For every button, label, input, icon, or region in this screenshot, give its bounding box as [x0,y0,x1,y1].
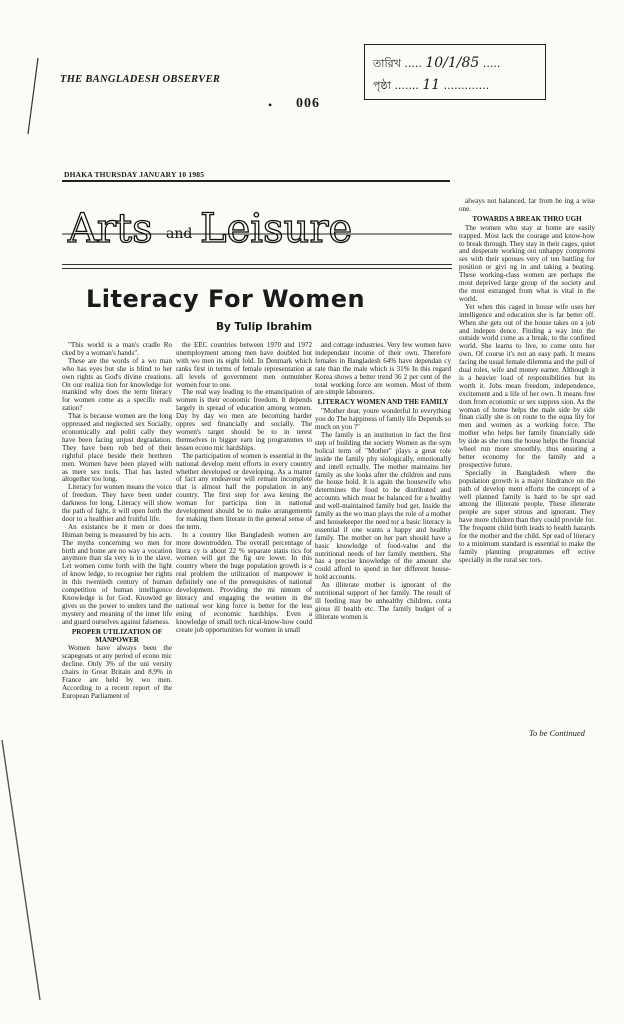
section-title-arts: Arts [68,206,153,252]
article-paragraph: "This world is a man's cradle Ro cked by a woman's hands". [62,342,172,357]
article-byline: By Tulip Ibrahim [216,321,313,333]
article-paragraph: "Mother dear, youre wonderful In everything you do The happiness of family life Depends so much on you ?" [315,407,451,432]
section-title-leisure: Leisure [200,206,353,252]
article-paragraph: Specially in Bangladesh where the population growth is a major hindrance on the path of develop ment efforts the concept of a well planned family is hard to be spr ead among the illiterate people. These illeterate people are super stitous and ignorant. They have more children than they could provide for. The frequent child birth leads to health hazards for the mother and the child. Spr ead of literacy to a minimum standard is essential to make the family planning programmes eff ective specially in the rural sec tors. [459,468,595,564]
stamp-page-label: পৃষ্ঠা [373,79,391,92]
article-paragraph: In a country like Bangladesh women are more downtrodden. The overall percentage of litera cy is about 22 % separate statis tics for women will get the fig ure lower. In this country where the huge population growth is a real problem the utilization of manpower is definitely one of the prerequisites of national development. Providing the mi nimum of literacy and engaging the women in the national wor king force is better for the less ening of economic hardships. Even a knowledge of small tech nical-know-how could create job opportunities for women in small [176,530,312,634]
article-subheading: LITERACY WOMEN AND THE FAMILY [317,398,449,407]
dateline: DHAKA THURSDAY JANUARY 10 1985 [64,170,205,179]
stamp-date-value: 10/1/85 [425,55,480,71]
article-paragraph: the EEC countries between 1970 and 1972 unemployment among men have doubled but with wo men its eight fold. In Denmark which ranks first in terms of female representation at all levels of government men outnumber women four to one. [176,342,312,389]
margin-pen-mark [14,56,44,136]
stamp-date-label: তারিখ [373,57,401,70]
article-paragraph: The family is an institution in fact the first step of building the society Women as the sym bolical term of "Mother" plays a great role inside the family phy siologically, emotionally and intell ectually. The mother maintains her family as she looks after the children and runs the house hold. It is again the housewife who determines the food to be distributed and accounts which must be balanced for a healthy and well-maintained family bud get. Inside the family as the wo man plays the role of a mother and housekeeper the need tor a basic literacy is essential if one wants a happy and healthy family. The mother on her part should have a basic knowledge of food-value and the nutritional needs of her family members. She has a precise knowledge of the amount she could afford to spend in her different house-hold accounts. [315,430,451,582]
dateline-rule [62,180,450,182]
page-dot-mark: • [268,98,273,112]
article-paragraph: Women have always been the scapegoats or any period of econo mic decline. Only 3% of the uni versity chairs in Great Britain and 8.9% in France are held by wo men. According to a recent report of the European Parliament of [62,644,172,700]
stamp-page-value: 11 [422,77,441,93]
article-column-2 [176,342,312,732]
article-paragraph: Yet when this caged in house wife uses her intelligence and education she is far better off. When she gets out of the house takes on a job and indepen dence. Finding a way into the outside world come as a break, to the confined world. She learns to live, to come onto her own. Of course it's not an easy path. It means facing the usual female dilemma and the pull of dual roles, wife and money earner. Although it is a heavier load of responsibilities but its worth it. Jobs mean freedom, independence, excitement and a life of her own. It means free dom from economic or sex suppres sion. As the woman of home helps the male side by side finan cially she is on route to the equa lity for men and women as a working force. The mother who helps her family financially side by side as she runs the house helps the financial wheel run more smoothly, thus ensuring a better economy for the family and a prospective future. [459,302,595,469]
article-column-3 [315,342,451,732]
article-paragraph: An existance be it men or does Human being is measured by his acts. The myths concerning wo men for birth and home are no way a vocation anymore than sla very is to the slave. Let women come forth with the light of know ledge, to recognise her rights in this twentieth century of human competition of human intelligence Knowledge is for God. Knowled ge gives us the power to unders tand the mystery and meaning of the inner life and guard ourselves against falseness. [62,522,172,626]
section-title-and: and [166,226,193,242]
article-paragraph: These are the words of a wo man who has eyes but she is blind to her own rights as God's divine creations. On our realiza tion for knowledge for mankind why does the term literacy for women come as a specific reali zation? [62,356,172,413]
page-number: 006 [296,96,320,111]
article-subheading: TOWARDS A BREAK THRO UGH [472,214,582,223]
article-paragraph: The women who stay at home are easily trapped. Most lack the courage and know-how to break through. They stay in their cages, quiet and desperate working out unhappy compromi ses with their spouses very of ten battling for position or givi ng in and taking a beating. These working-class women are perhaps the most deprived large group of the society and the most estranged from what is vital in the world. [459,223,595,303]
section-rule-bottom-2 [62,268,452,269]
article-paragraph: That is because women are the long oppressed and neglected sex Socially, economically and politi cally they have been facing unjust degradation. They have been rob bed of their rightful place beside their brethren men. Women have been played with as mere sex tools. That has lasted altogether too long. [62,412,172,484]
masthead: THE BANGLADESH OBSERVER [60,74,221,85]
stamp-date-row: তারিখ ..... 10/1/85 ..... [373,55,501,71]
article-paragraph: An illiterate mother is ignorant of the nutritional support of her family. The result of ill feeding may be unhealthy children, conta gious ill health etc. The family budget of a illiterate women is [315,581,451,621]
archive-stamp [364,44,546,100]
article-paragraph: Literacy for women means the voice of freedom. They have been under darkness for long. Literacy will show the path of light, it will open forth the door to a healthier and fruitful life. [62,483,172,523]
article-paragraph: and cottage industries. Very few women have independant income of their own. Therefore females in Bangladesh 64% have dependan cy rate than the male which is 31% In this regard Korea shows a better trend 36 2 per cent of the total working force are women. Most of them are simple labourers. [315,342,451,397]
section-title [62,200,452,256]
article-title: Literacy For Women [86,285,366,313]
continued-note: To be Continued [529,728,585,738]
article-paragraph: always not balanced, far from be ing a wise one. [459,198,595,213]
stamp-page-row: পৃষ্ঠা ....... 11 ............. [373,77,490,93]
section-rule-bottom [62,264,452,265]
article-column-1 [62,342,172,732]
article-paragraph: The real way leading to the emancipation of women is their economic freedom. It depends largely in spread of education among women. Day by day wo men are becoming harder oppres sed financially and socially. The women's target should be to in terest themselves in bigger earn ing programmes to lessen econo mic hardships. [176,388,312,452]
left-edge-shadow [0,440,60,1000]
article-column-4 [459,198,595,738]
article-paragraph: The participation of women is essential in the national develop ment efforts in every country whether developed or developing. As a matter of fact any endeavour will remain incomplete that is almost half the population in any country. The first step for awa kening the woman for participa tion in national development should be to make arrangements for making them literate in the general sense of the term. [176,451,312,531]
article-subheading: PROPER UTILIZATION OF MANPOWER [71,627,163,644]
